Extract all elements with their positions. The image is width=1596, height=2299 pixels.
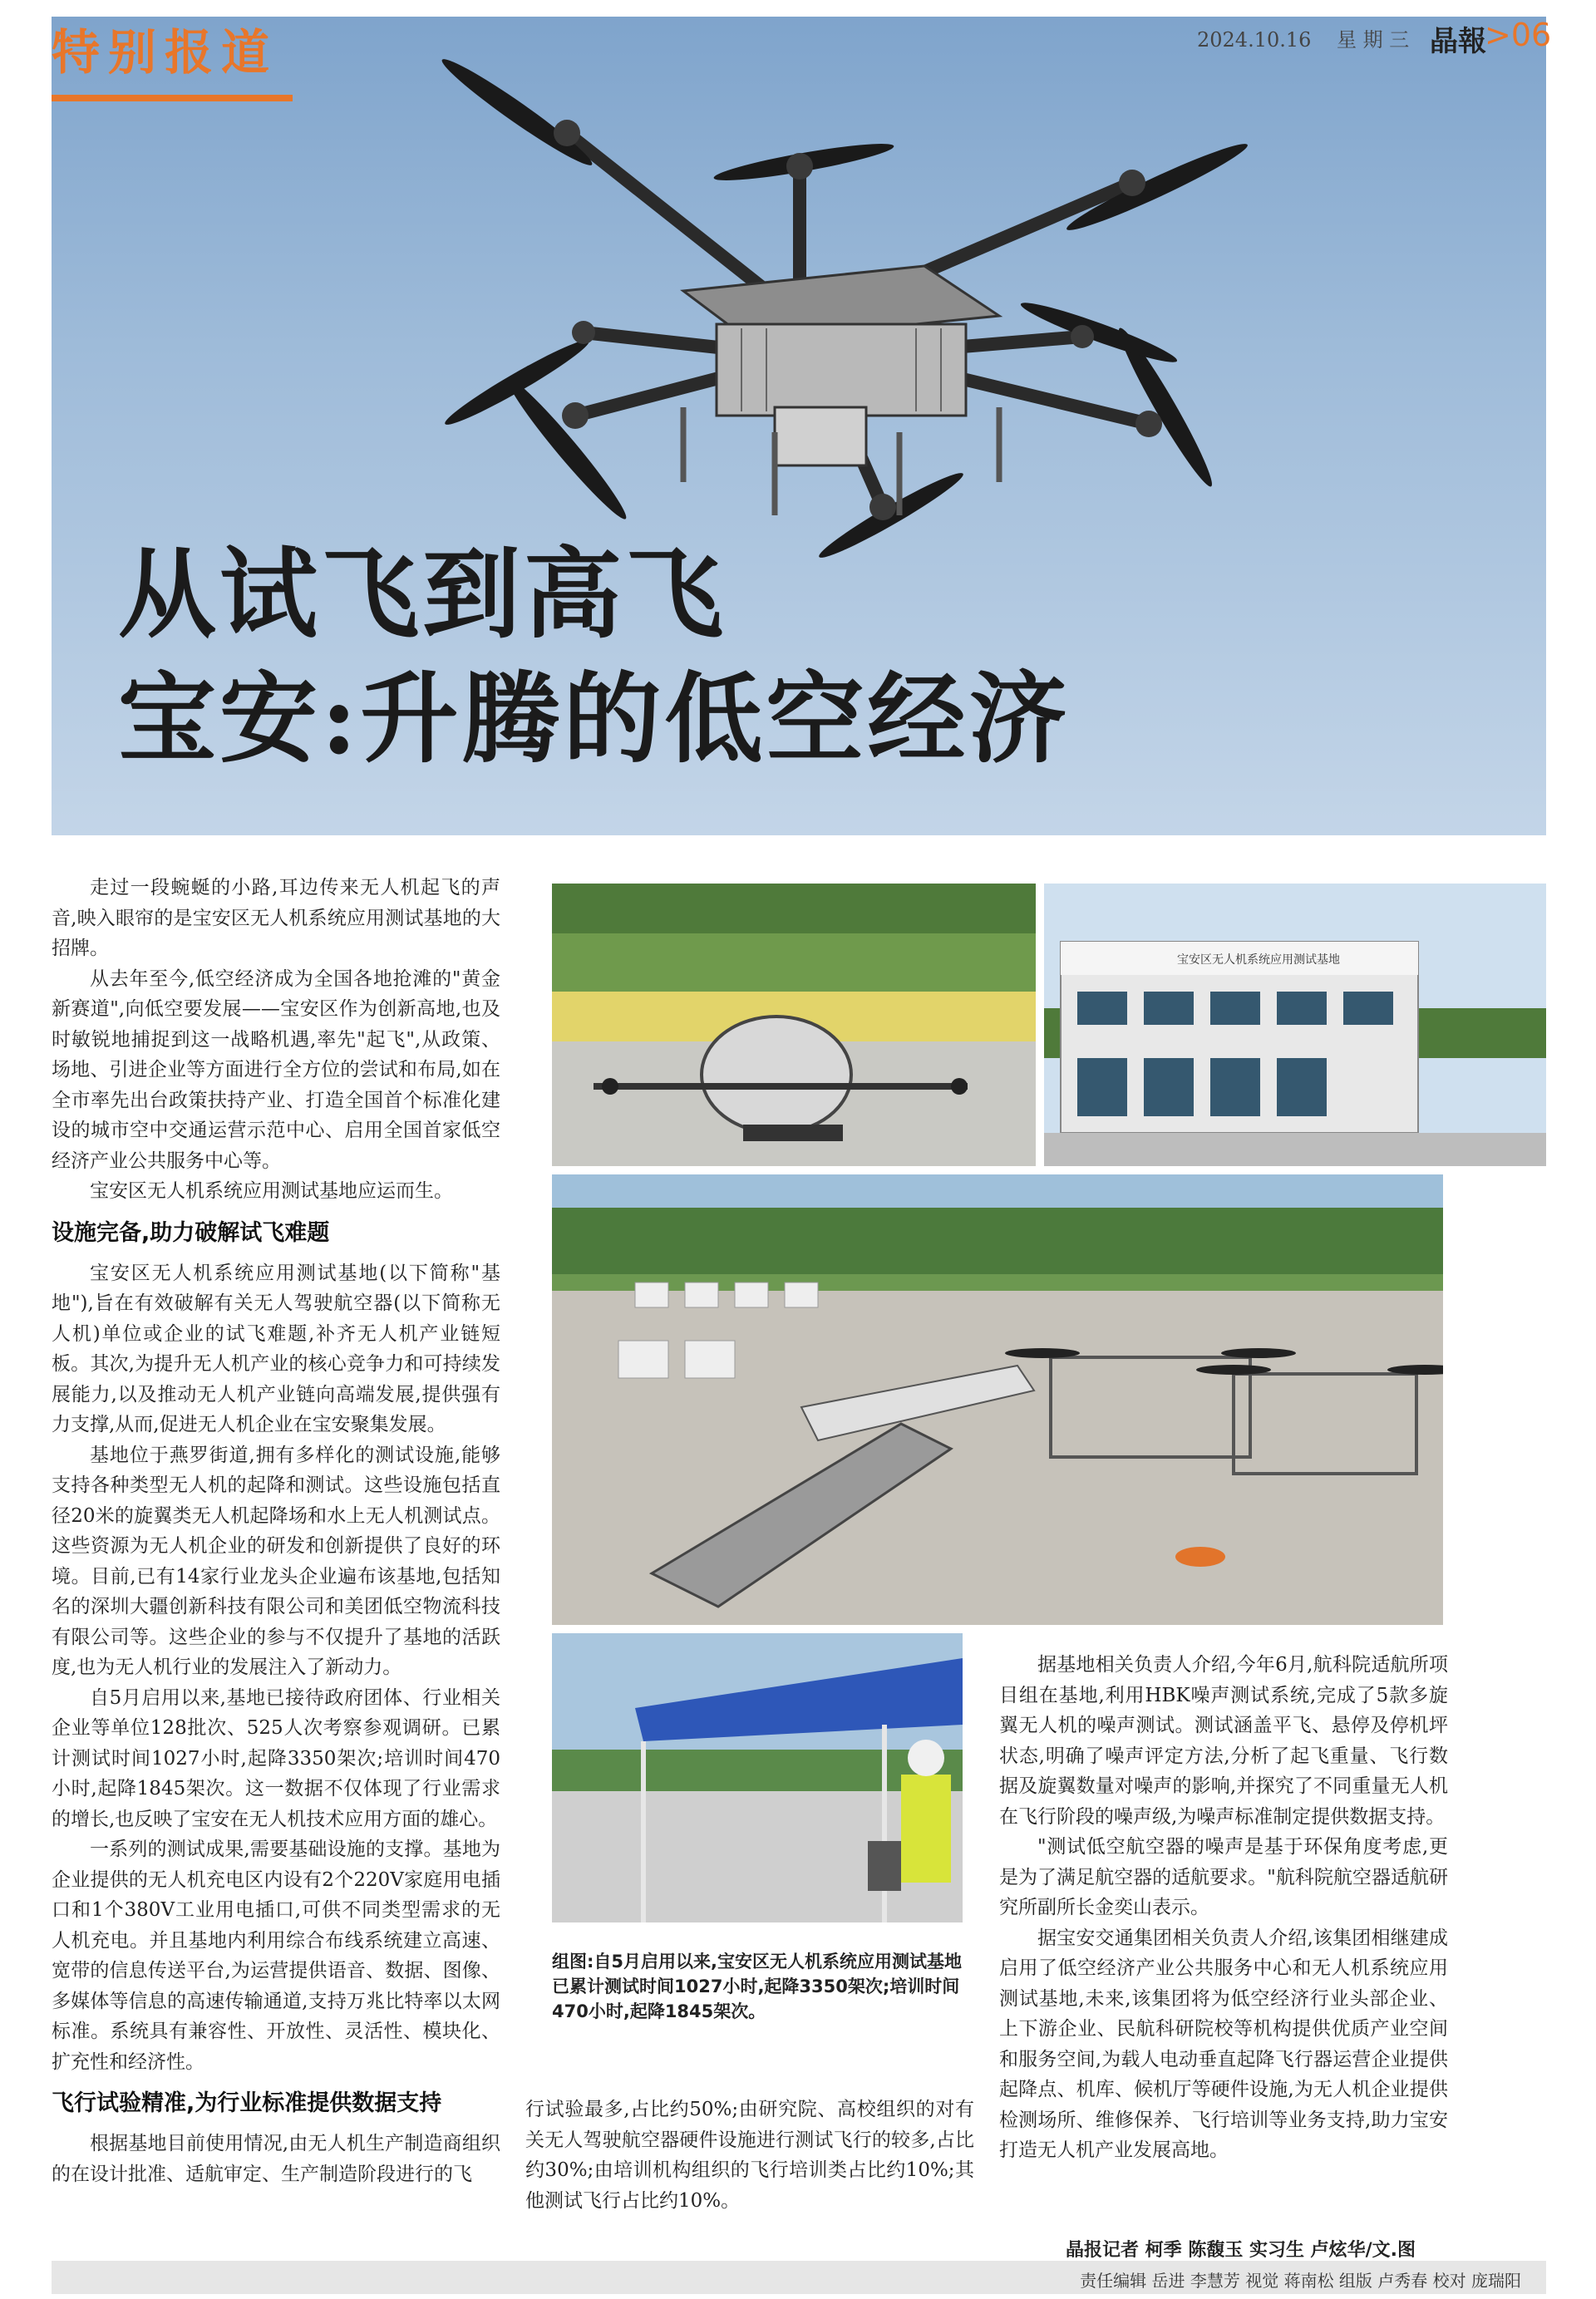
paragraph: "测试低空航空器的噪声是基于环保角度考虑,更是为了满足航空器的适航要求。"航科院航空器适航研究所副所长金奕山表示。 [999,1836,1448,1918]
hero-image [52,17,1546,835]
section-label: 特别报道 [52,24,278,81]
byline: 晶报记者 柯季 陈馥玉 实习生 卢炫华/文.图 [1066,2240,1416,2261]
paragraph: 宝安区无人机系统应用测试基地应运而生。 [90,1180,453,1202]
photo-base-building [1044,884,1546,1166]
page-number: >06 [1485,17,1552,53]
headline-line-2: 宝安:升腾的低空经济 [118,661,1071,776]
paragraph: 基地位于燕罗街道,拥有多样化的测试设施,能够支持各种类型无人机的起降和测试。这些设施包括直径20米的旋翼类无人机起降场和水上无人机测试点。这些资源为无人机企业的研发和创新提供了良好的环境。目前,已有14家行业龙头企业遍布该基地,包括知名的深圳大疆创新科技有限公司和美团低空物流科技有限公司等。这些企业的参与不仅提升了基地的活跃度,也为无人机行业的发展注入了新动力。 [52,1444,500,1678]
subheading: 设施完备,助力破解试飞难题 [52,1219,330,1246]
headline [118,532,1071,781]
paragraph: 自5月启用以来,基地已接待政府团体、行业相关企业等单位128批次、525人次考察参观调研。已累计测试时间1027小时,起降3350架次;培训时间470小时,起降1845架次。这一数据不仅体现了行业需求的增长,也反映了宝安在无人机技术应用方面的雄心。 [52,1686,500,1830]
photo-operator-tent [552,1633,963,1922]
subheading: 飞行试验精准,为行业标准提供数据支持 [52,2090,442,2116]
photo-drones-on-apron [552,1174,1443,1625]
paragraph: 宝安区无人机系统应用测试基地(以下简称"基地"),旨在有效破解有关无人驾驶航空器(以下简称无人机)单位或企业的试飞难题,补齐无人机产业链短板。其次,为提升无人机产业的核心竞争力和可持续发展能力,以及推动无人机产业链向高端发展,提供强有力支撑,从而,促进无人机企业在宝安聚集发展。 [52,1262,500,1435]
photo-evtol-aircraft [552,884,1036,1166]
paragraph: 一系列的测试成果,需要基础设施的支撑。基地为企业提供的无人机充电区内设有2个220V家庭用电插口和1个380V工业用电插口,可供不同类型需求的无人机充电。并且基地内利用综合布线系统建立高速、宽带的信息传送平台,为运营提供语音、数据、图像、多媒体等信息的高速传输通道,支持万兆比特率以太网标准。系统具有兼容性、开放性、灵活性、模块化、扩充性和经济性。 [52,1839,500,2073]
paragraph: 走过一段蜿蜒的小路,耳边传来无人机起飞的声音,映入眼帘的是宝安区无人机系统应用测试基地的大招牌。 [52,877,500,959]
section-rule [52,95,293,101]
article-column-3 [999,1650,1448,2166]
paragraph: 从去年至今,低空经济成为全国各地抢滩的"黄金新赛道",向低空要发展——宝安区作为创新高地,也及时敏锐地捕捉到这一战略机遇,率先"起飞",从政策、场地、引进企业等方面进行全方位的尝试和布局,如在全市率先出台政策扶持产业、打造全国首个标准化建设的城市空中交通运营示范中心、启用全国首家低空经济产业公共服务中心等。 [52,967,500,1172]
photo-caption: 组图:自5月启用以来,宝安区无人机系统应用测试基地已累计测试时间1027小时,起降3350架次;培训时间470小时,起降1845架次。 [552,1952,962,2021]
editor-credits: 责任编辑 岳进 李慧芳 视觉 蒋南松 组版 卢秀春 校对 庞瑞阳 [1080,2271,1521,2291]
paper-logo: 晶報 [1430,25,1486,58]
issue-date [1197,23,1409,52]
paragraph: 据基地相关负责人介绍,今年6月,航科院适航所项目组在基地,利用HBK噪声测试系统,完成了5款多旋翼无人机的噪声测试。测试涵盖平飞、悬停及停机坪状态,明确了噪声评定方法,分析了起飞重量、飞行数据及旋翼数量对噪声的影响,并探究了不同重量无人机在飞行阶段的噪声级,为噪声标准制定提供数据支持。 [999,1654,1448,1828]
article-column-1 [52,873,500,2189]
headline-line-1: 从试飞到高飞 [118,536,727,652]
building-sign: 宝安区无人机系统应用测试基地 [1177,953,1340,967]
paragraph: 据宝安交通集团相关负责人介绍,该集团相继建成启用了低空经济产业公共服务中心和无人机系统应用测试基地,未来,该集团将为低空经济行业头部企业、上下游企业、民航科研院校等机构提供优质产业空间和服务空间,为载人电动垂直起降飞行器运营企业提供起降点、机库、候机厅等硬件设施,为无人机企业提供检测场所、维修保养、飞行培训等业务支持,助力宝安打造无人机产业发展高地。 [999,1927,1448,2161]
paragraph: 行试验最多,占比约50%;由研究院、高校组织的对有关无人驾驶航空器硬件设施进行测试飞行的较多,占比约30%;由培训机构组织的飞行培训类占比约10%;其他测试飞行占比约10%。 [525,2099,974,2212]
date-text: 2024.10.16 [1197,28,1312,52]
footer-bar [52,2261,1546,2294]
article-column-2 [525,2095,974,2216]
section-tag [52,18,278,96]
weekday-text: 星 期 三 [1336,28,1410,52]
paragraph: 根据基地目前使用情况,由无人机生产制造商组织的在设计批准、适航审定、生产制造阶段进行的飞 [52,2133,500,2185]
